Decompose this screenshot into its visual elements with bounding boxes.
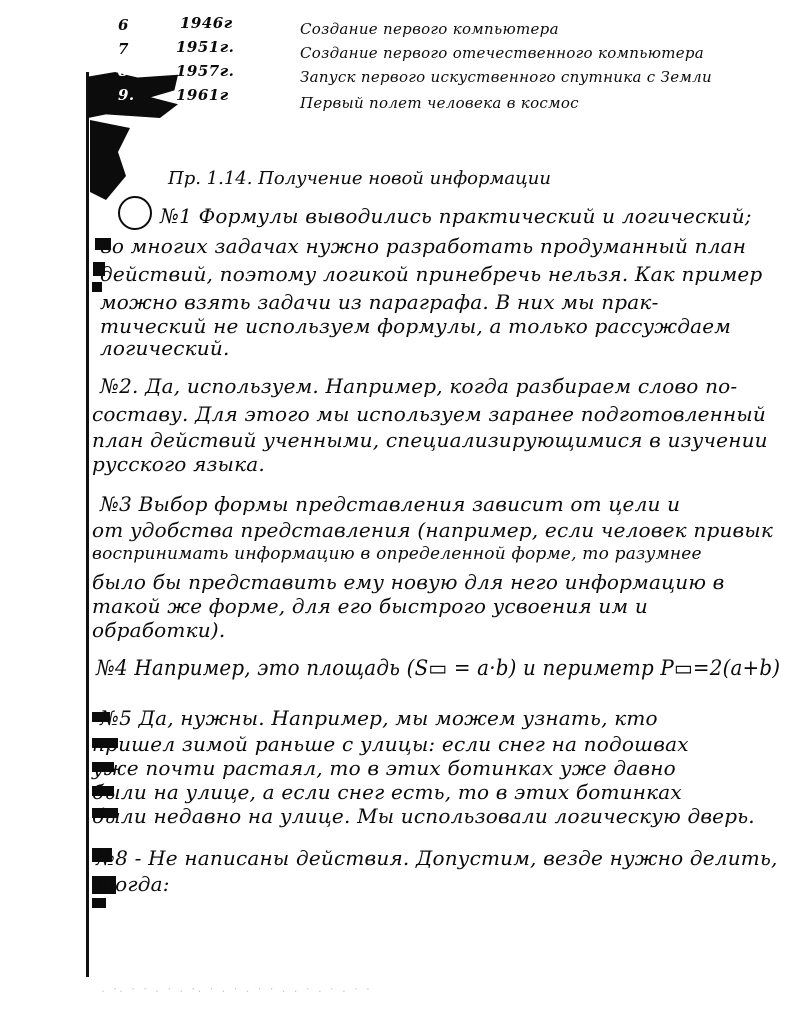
text-line: тический не используем формулы, а только рассуждаем <box>100 314 732 338</box>
text-line: №4 Например, это площадь (S▭ = a·b) и периметр P▭=2(a+b) <box>96 656 781 680</box>
ink-smudge <box>90 120 130 200</box>
bleed-through-marks: . ·. · · . · . ·. · . · . · · . . · . · . · · <box>100 984 371 995</box>
text-line: русского языка. <box>92 452 265 476</box>
text-line: тогда: <box>96 872 170 896</box>
text-line: были на улице, а если снег есть, то в этих ботинках <box>92 780 682 804</box>
text-line: №3 Выбор формы представления зависит от цели и <box>100 492 681 516</box>
margin-rule <box>86 72 89 977</box>
timeline-year: 1951г. <box>176 38 235 56</box>
timeline-number: 6 <box>118 16 129 34</box>
text-line: план действий ученными, специализирующимися в изучении <box>92 428 768 452</box>
timeline-event: Первый полет человека в космос <box>300 94 579 112</box>
circle-mark <box>118 196 152 230</box>
text-line: №8 - Не написаны действия. Допустим, везде нужно делить, <box>96 846 778 870</box>
text-line: было бы представить ему новую для него информацию в <box>92 570 725 594</box>
text-line: №2. Да, используем. Например, когда разбираем слово по- <box>100 374 738 398</box>
text-line: во многих задачах нужно разработать продуманный план <box>100 234 747 258</box>
timeline-year: 1961г <box>176 86 229 104</box>
timeline-year: 1946г <box>180 14 233 32</box>
text-line: обработки). <box>92 618 226 642</box>
text-line: пришел зимой раньше с улицы: если снег на подошвах <box>92 732 689 756</box>
page-heading: Пр. 1.14. Получение новой информации <box>168 168 551 189</box>
timeline-year: 1957г. <box>176 62 235 80</box>
timeline-event: Создание первого компьютера <box>300 20 559 38</box>
timeline-event: Создание первого отечественного компьютера <box>300 44 705 62</box>
text-line: можно взять задачи из параграфа. В них мы прак- <box>100 290 659 314</box>
text-line: от удобства представления (например, если человек привык <box>92 518 774 542</box>
ink-smudge <box>92 898 106 908</box>
text-line: №5 Да, нужны. Например, мы можем узнать, кто <box>100 706 658 730</box>
timeline-event: Запуск первого искуственного спутника с Земли <box>300 68 712 86</box>
text-line: воспринимать информацию в определенной форме, то разумнее <box>92 544 702 564</box>
text-line: такой же форме, для его быстрого усвоения им и <box>92 594 648 618</box>
text-line: действий, поэтому логикой принебречь нельзя. Как пример <box>100 262 763 286</box>
text-line: логический. <box>100 336 230 360</box>
text-line: были недавно на улице. Мы использовали логическую дверь. <box>92 804 755 828</box>
timeline-number: 8. <box>118 62 135 80</box>
timeline-number: 9. <box>118 86 135 104</box>
timeline-number: 7 <box>118 40 129 58</box>
text-line: №1 Формулы выводились практический и логический; <box>160 204 752 228</box>
text-line: составу. Для этого мы используем заранее подготовленный <box>92 402 766 426</box>
text-line: уже почти растаял, то в этих ботинках уже давно <box>92 756 676 780</box>
